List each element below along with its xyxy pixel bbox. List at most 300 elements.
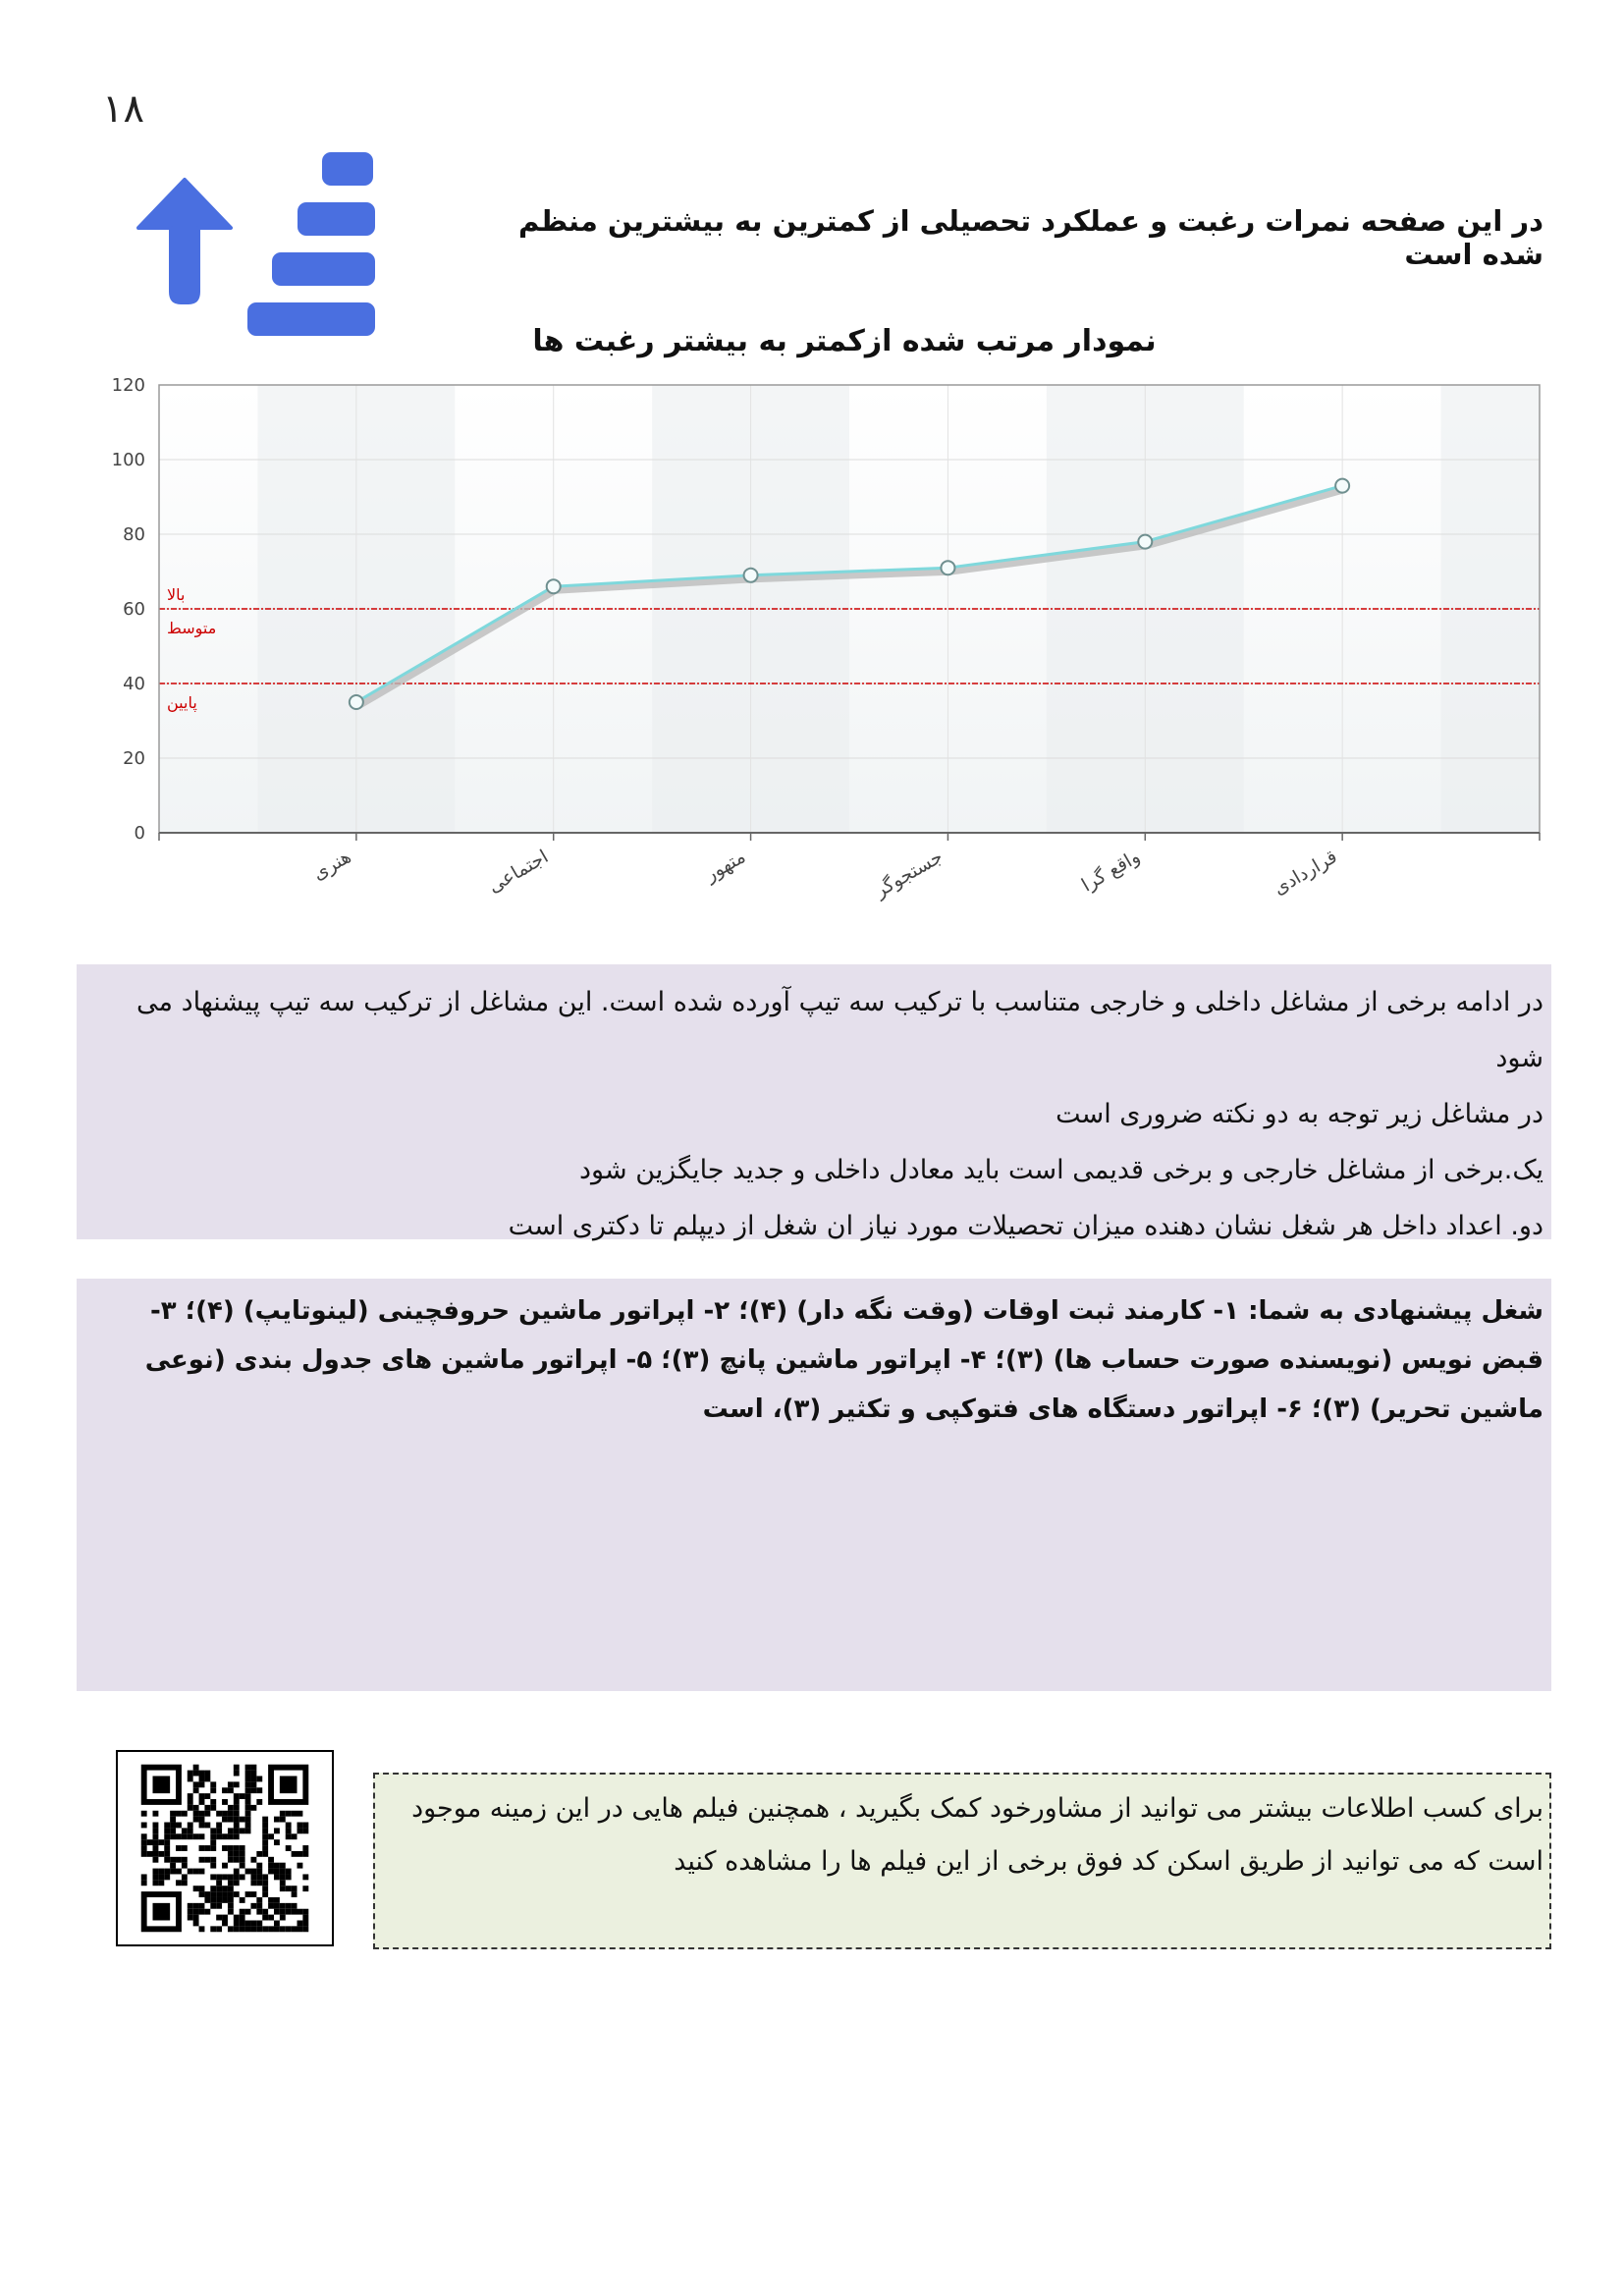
qr-module xyxy=(193,1921,199,1927)
qr-module xyxy=(292,1909,298,1915)
qr-module xyxy=(302,1926,308,1932)
qr-module xyxy=(222,1891,228,1897)
qr-module xyxy=(234,1845,240,1851)
qr-module xyxy=(302,1886,308,1891)
x-tick-label: قراردادی xyxy=(1270,846,1341,900)
data-point xyxy=(547,579,561,593)
qr-module xyxy=(164,1833,170,1839)
qr-module xyxy=(158,1851,164,1857)
qr-module xyxy=(280,1915,286,1921)
qr-module xyxy=(245,1799,251,1805)
qr-module xyxy=(170,1823,176,1829)
qr-module xyxy=(164,1874,170,1880)
qr-module xyxy=(164,1869,170,1875)
qr-module xyxy=(222,1874,228,1880)
qr-module xyxy=(210,1863,216,1869)
qr-module xyxy=(158,1869,164,1875)
qr-module xyxy=(245,1909,251,1915)
qr-module xyxy=(176,1811,182,1817)
qr-module xyxy=(240,1926,245,1932)
qr-module xyxy=(274,1874,280,1880)
y-tick-label: 80 xyxy=(123,524,145,545)
info-line-2: در مشاغل زیر توجه به دو نکته ضروری است xyxy=(1056,1099,1543,1129)
qr-module xyxy=(164,1828,170,1833)
qr-module xyxy=(153,1833,159,1839)
qr-module xyxy=(210,1886,216,1891)
qr-module xyxy=(256,1897,262,1903)
qr-module xyxy=(182,1874,188,1880)
qr-module xyxy=(228,1874,234,1880)
qr-module xyxy=(302,1874,308,1880)
qr-module xyxy=(222,1845,228,1851)
qr-module xyxy=(216,1903,222,1909)
qr-module xyxy=(240,1897,245,1903)
suggested-jobs-text: شغل پیشنهادی به شما: ۱- کارمند ثبت اوقات (وقت نگه دار) (۴)؛ ۲- اپراتور ماشین حروفچینی (لینوتایپ) (۴)؛ ۳- قبض نویس (نویسنده صورت حساب ها) (۳)؛ ۴- اپراتور ماشین پانچ (۳)؛ ۵- اپراتور ماشین های جدول بندی (نوعی ماشین تحریر) (۳)؛ ۶- اپراتور دستگاه های فتوکپی و تکثیر (۳)، است xyxy=(144,1296,1543,1424)
page-heading: در این صفحه نمرات رغبت و عملکرد تحصیلی از کمترین به بیشترین منظم شده است xyxy=(518,204,1543,271)
qr-module xyxy=(153,1828,159,1833)
footer-note-box xyxy=(373,1773,1551,1949)
qr-module xyxy=(245,1765,251,1771)
qr-module xyxy=(141,1839,147,1845)
y-tick-label: 100 xyxy=(111,450,145,470)
qr-module xyxy=(240,1874,245,1880)
qr-module xyxy=(240,1909,245,1915)
qr-module xyxy=(210,1839,216,1845)
qr-module xyxy=(286,1909,292,1915)
qr-module xyxy=(280,1926,286,1932)
qr-module xyxy=(298,1811,303,1817)
qr-module xyxy=(250,1765,256,1771)
qr-module xyxy=(274,1921,280,1927)
bar-4 xyxy=(247,302,375,336)
qr-module xyxy=(245,1828,251,1833)
qr-module xyxy=(280,1817,286,1823)
qr-module xyxy=(268,1897,274,1903)
x-tick-label: جستجوگر xyxy=(871,846,947,902)
qr-module xyxy=(245,1921,251,1927)
zone-label: متوسط xyxy=(167,619,217,637)
qr-module xyxy=(292,1886,298,1891)
qr-module xyxy=(199,1903,205,1909)
qr-module xyxy=(204,1771,210,1777)
qr-module xyxy=(158,1874,164,1880)
data-point xyxy=(1138,535,1152,549)
qr-module xyxy=(153,1839,159,1845)
data-point xyxy=(941,561,954,574)
qr-module xyxy=(188,1771,193,1777)
qr-module xyxy=(250,1857,256,1863)
qr-module xyxy=(222,1915,228,1921)
zone-label: پایین xyxy=(167,693,197,712)
qr-module xyxy=(141,1823,147,1829)
qr-module xyxy=(210,1833,216,1839)
qr-module xyxy=(280,1811,286,1817)
qr-module xyxy=(164,1851,170,1857)
qr-module xyxy=(193,1817,199,1823)
qr-module xyxy=(245,1793,251,1799)
qr-module xyxy=(256,1909,262,1915)
qr-finder xyxy=(153,1903,171,1921)
y-tick-label: 40 xyxy=(123,674,145,694)
qr-module xyxy=(262,1833,268,1839)
qr-module xyxy=(199,1799,205,1805)
info-line-1: در ادامه برخی از مشاغل داخلی و خارجی متناسب با ترکیب سه تیپ آورده شده است. این مشاغل از ترکیب سه تیپ پیشنهاد می شود xyxy=(136,987,1543,1073)
qr-module xyxy=(153,1880,159,1886)
qr-module xyxy=(234,1880,240,1886)
qr-module xyxy=(210,1874,216,1880)
qr-module xyxy=(228,1857,234,1863)
qr-module xyxy=(216,1886,222,1891)
qr-module xyxy=(141,1874,147,1880)
footer-note-text: برای کسب اطلاعات بیشتر می توانید از مشاورخود کمک بگیرید ، همچنین فیلم هایی در این زمینه موجود است که می توانید از طریق اسکن کد فوق برخی از این فیلم ها را مشاهده کنید xyxy=(411,1793,1543,1877)
qr-module xyxy=(256,1863,262,1869)
qr-module xyxy=(234,1793,240,1799)
qr-module xyxy=(274,1903,280,1909)
qr-module xyxy=(199,1823,205,1829)
qr-module xyxy=(256,1903,262,1909)
qr-module xyxy=(204,1811,210,1817)
qr-module xyxy=(199,1793,205,1799)
qr-module xyxy=(250,1880,256,1886)
qr-module xyxy=(188,1903,193,1909)
qr-module xyxy=(164,1857,170,1863)
qr-module xyxy=(234,1817,240,1823)
qr-module xyxy=(234,1771,240,1777)
qr-module xyxy=(250,1874,256,1880)
qr-module xyxy=(228,1845,234,1851)
info-panel xyxy=(77,964,1551,1239)
qr-module xyxy=(222,1863,228,1869)
qr-module xyxy=(164,1845,170,1851)
qr-module xyxy=(210,1926,216,1932)
qr-module xyxy=(216,1828,222,1833)
qr-module xyxy=(240,1851,245,1857)
qr-module xyxy=(216,1823,222,1829)
qr-module xyxy=(245,1891,251,1897)
qr-module xyxy=(188,1833,193,1839)
qr-module xyxy=(234,1915,240,1921)
qr-module xyxy=(216,1874,222,1880)
qr-module xyxy=(286,1903,292,1909)
y-tick-label: 20 xyxy=(123,748,145,769)
qr-module xyxy=(250,1891,256,1897)
qr-module xyxy=(262,1851,268,1857)
qr-module xyxy=(210,1845,216,1851)
qr-module xyxy=(182,1863,188,1869)
zone-label: بالا xyxy=(167,584,186,604)
qr-module xyxy=(176,1845,182,1851)
qr-module xyxy=(216,1926,222,1932)
qr-module xyxy=(240,1863,245,1869)
qr-module xyxy=(298,1926,303,1932)
qr-module xyxy=(176,1880,182,1886)
qr-module xyxy=(204,1823,210,1829)
qr-module xyxy=(204,1897,210,1903)
qr-module xyxy=(188,1828,193,1833)
qr-module xyxy=(222,1799,228,1805)
qr-module xyxy=(141,1851,147,1857)
qr-module xyxy=(158,1880,164,1886)
qr-module xyxy=(228,1891,234,1897)
qr-module xyxy=(250,1903,256,1909)
qr-module xyxy=(210,1805,216,1811)
qr-module xyxy=(193,1811,199,1817)
sort-ascending-icon xyxy=(128,147,422,344)
qr-module xyxy=(262,1828,268,1833)
page-number: ۱۸ xyxy=(102,86,144,132)
data-point xyxy=(1335,479,1349,493)
qr-module xyxy=(256,1851,262,1857)
qr-module xyxy=(302,1823,308,1829)
qr-module xyxy=(234,1805,240,1811)
qr-module xyxy=(188,1777,193,1782)
qr-module xyxy=(222,1886,228,1891)
qr-module xyxy=(298,1823,303,1829)
qr-module xyxy=(228,1805,234,1811)
qr-module xyxy=(292,1833,298,1839)
qr-module xyxy=(193,1886,199,1891)
qr-module xyxy=(268,1863,274,1869)
qr-module xyxy=(228,1781,234,1787)
qr-module xyxy=(234,1851,240,1857)
qr-module xyxy=(141,1811,147,1817)
qr-module xyxy=(182,1833,188,1839)
qr-module xyxy=(210,1903,216,1909)
qr-module xyxy=(274,1828,280,1833)
qr-module xyxy=(268,1857,274,1863)
qr-module xyxy=(188,1869,193,1875)
qr-module xyxy=(286,1823,292,1829)
qr-module xyxy=(204,1777,210,1782)
qr-module xyxy=(199,1777,205,1782)
qr-module xyxy=(193,1781,199,1787)
qr-module xyxy=(182,1857,188,1863)
qr-module xyxy=(292,1926,298,1932)
qr-module xyxy=(234,1811,240,1817)
qr-module xyxy=(280,1869,286,1875)
qr-module xyxy=(234,1891,240,1897)
qr-module xyxy=(210,1897,216,1903)
qr-module xyxy=(210,1799,216,1805)
qr-module xyxy=(245,1787,251,1793)
qr-module xyxy=(188,1915,193,1921)
qr-module xyxy=(262,1915,268,1921)
qr-module xyxy=(256,1869,262,1875)
qr-module xyxy=(280,1903,286,1909)
qr-module xyxy=(256,1874,262,1880)
interest-line-chart xyxy=(98,363,1551,923)
qr-module xyxy=(164,1823,170,1829)
qr-module xyxy=(210,1891,216,1897)
x-tick-label: متهور xyxy=(701,846,750,887)
qr-module xyxy=(268,1869,274,1875)
qr-module xyxy=(222,1811,228,1817)
qr-module xyxy=(199,1817,205,1823)
qr-module xyxy=(286,1926,292,1932)
y-tick-label: 120 xyxy=(111,375,145,396)
x-tick-label: هنری xyxy=(308,846,355,885)
qr-finder xyxy=(153,1777,171,1794)
qr-module xyxy=(240,1817,245,1823)
qr-module xyxy=(193,1833,199,1839)
qr-module xyxy=(228,1851,234,1857)
qr-code[interactable] xyxy=(116,1750,334,1946)
qr-module xyxy=(199,1891,205,1897)
qr-module xyxy=(176,1823,182,1829)
qr-module xyxy=(234,1781,240,1787)
qr-module xyxy=(250,1781,256,1787)
qr-module xyxy=(199,1857,205,1863)
qr-module xyxy=(182,1811,188,1817)
qr-module xyxy=(222,1833,228,1839)
qr-module xyxy=(286,1874,292,1880)
qr-module xyxy=(256,1880,262,1886)
qr-module xyxy=(240,1845,245,1851)
qr-module xyxy=(280,1909,286,1915)
qr-module xyxy=(222,1897,228,1903)
qr-module xyxy=(216,1891,222,1897)
qr-module xyxy=(256,1787,262,1793)
qr-module xyxy=(245,1771,251,1777)
qr-module xyxy=(216,1880,222,1886)
qr-module xyxy=(298,1851,303,1857)
qr-module xyxy=(234,1869,240,1875)
qr-module xyxy=(240,1921,245,1927)
qr-module xyxy=(286,1869,292,1875)
qr-module xyxy=(153,1857,159,1863)
qr-module xyxy=(274,1897,280,1903)
bar-1 xyxy=(322,152,373,186)
qr-module xyxy=(286,1833,292,1839)
qr-module xyxy=(193,1765,199,1771)
qr-module xyxy=(250,1869,256,1875)
qr-module xyxy=(182,1828,188,1833)
bar-2 xyxy=(298,202,375,236)
qr-module xyxy=(245,1926,251,1932)
x-tick-label: اجتماعی xyxy=(484,846,553,898)
qr-module xyxy=(210,1828,216,1833)
qr-module xyxy=(228,1787,234,1793)
qr-module xyxy=(234,1828,240,1833)
qr-module xyxy=(234,1833,240,1839)
qr-module xyxy=(245,1781,251,1787)
qr-module xyxy=(188,1823,193,1829)
qr-module xyxy=(193,1787,199,1793)
qr-module xyxy=(153,1874,159,1880)
qr-module xyxy=(228,1897,234,1903)
qr-module xyxy=(262,1823,268,1829)
qr-module xyxy=(298,1921,303,1927)
qr-module xyxy=(204,1793,210,1799)
qr-module xyxy=(228,1817,234,1823)
qr-module xyxy=(222,1787,228,1793)
qr-module xyxy=(274,1817,280,1823)
qr-module xyxy=(245,1811,251,1817)
qr-module xyxy=(141,1833,147,1839)
qr-module xyxy=(216,1833,222,1839)
qr-module xyxy=(228,1880,234,1886)
qr-module xyxy=(199,1771,205,1777)
qr-module xyxy=(286,1828,292,1833)
qr-module xyxy=(262,1839,268,1845)
qr-module xyxy=(250,1787,256,1793)
qr-module xyxy=(286,1811,292,1817)
qr-module xyxy=(274,1839,280,1845)
qr-module xyxy=(262,1909,268,1915)
qr-module xyxy=(292,1851,298,1857)
qr-module xyxy=(245,1805,251,1811)
qr-module xyxy=(256,1777,262,1782)
qr-module xyxy=(193,1909,199,1915)
qr-module xyxy=(262,1817,268,1823)
qr-module xyxy=(153,1869,159,1875)
qr-module xyxy=(147,1851,153,1857)
qr-module xyxy=(193,1915,199,1921)
qr-module xyxy=(170,1857,176,1863)
qr-module xyxy=(268,1926,274,1932)
qr-module xyxy=(234,1765,240,1771)
qr-module xyxy=(262,1891,268,1897)
qr-module xyxy=(262,1880,268,1886)
qr-module xyxy=(256,1921,262,1927)
qr-module xyxy=(256,1799,262,1805)
qr-module xyxy=(274,1863,280,1869)
qr-module xyxy=(240,1793,245,1799)
qr-module xyxy=(234,1926,240,1932)
qr-module xyxy=(164,1839,170,1845)
qr-module xyxy=(199,1869,205,1875)
qr-module xyxy=(210,1787,216,1793)
qr-module xyxy=(204,1805,210,1811)
qr-module xyxy=(240,1915,245,1921)
qr-module xyxy=(176,1833,182,1839)
qr-module xyxy=(222,1817,228,1823)
qr-module xyxy=(188,1805,193,1811)
qr-module xyxy=(292,1811,298,1817)
qr-module xyxy=(250,1805,256,1811)
qr-module xyxy=(240,1857,245,1863)
qr-module xyxy=(268,1903,274,1909)
qr-module xyxy=(216,1915,222,1921)
qr-module xyxy=(302,1921,308,1927)
qr-module xyxy=(280,1863,286,1869)
qr-module xyxy=(234,1799,240,1805)
qr-module xyxy=(158,1839,164,1845)
qr-module xyxy=(188,1793,193,1799)
qr-module xyxy=(170,1869,176,1875)
qr-module xyxy=(250,1771,256,1777)
qr-module xyxy=(298,1909,303,1915)
qr-module xyxy=(245,1823,251,1829)
qr-module xyxy=(141,1880,147,1886)
qr-module xyxy=(302,1915,308,1921)
qr-module xyxy=(302,1845,308,1851)
qr-module xyxy=(176,1869,182,1875)
qr-module xyxy=(182,1845,188,1851)
qr-module xyxy=(280,1874,286,1880)
data-point xyxy=(744,569,758,582)
qr-module xyxy=(188,1799,193,1805)
y-tick-label: 60 xyxy=(123,599,145,620)
suggested-jobs-panel xyxy=(77,1279,1551,1691)
qr-module xyxy=(147,1839,153,1845)
info-line-3: یک.برخی از مشاغل خارجی و برخی قدیمی است باید معادل داخلی و جدید جایگزین شود xyxy=(579,1155,1543,1185)
qr-module xyxy=(256,1926,262,1932)
qr-module xyxy=(302,1851,308,1857)
qr-module xyxy=(204,1909,210,1915)
x-tick-label: واقع گرا xyxy=(1077,846,1144,897)
qr-module xyxy=(292,1903,298,1909)
